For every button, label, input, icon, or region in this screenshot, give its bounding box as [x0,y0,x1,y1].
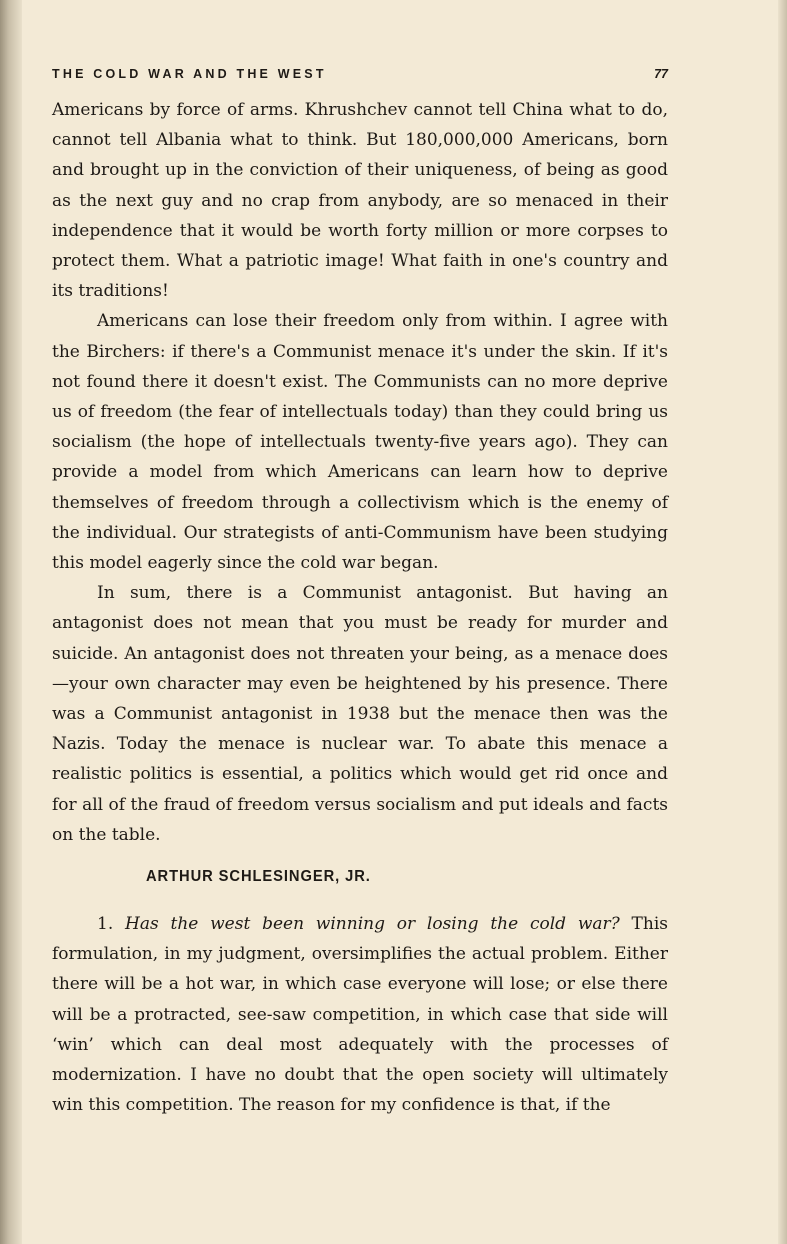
paragraph: Americans can lose their freedom only from within. I agree with the Birchers: if there's a Communist menace it's under the skin. If it's not found there it doesn't exist. The Communists can no more deprive us of freedom (the fear of intellectuals today) than they could bring us socialism (the hope of intellectuals twenty-five years ago). They can provide a model from which Americans can learn how to deprive themselves of freedom through a collectivism which is the enemy of the individual. Our strategists of anti-Communism have been studying this model eagerly since the cold war began. [52,311,668,574]
running-title: THE COLD WAR AND THE WEST [52,67,327,81]
page-header [52,63,668,85]
schlesinger-response [52,909,668,1120]
paragraph [52,909,668,1120]
question-text: Has the west been winning or losing the cold war? [125,914,620,934]
paragraph: In sum, there is a Communist antagonist. But having an antagonist does not mean that you must be ready for murder and suicide. An antagonist does not threaten your being, as a menace does—your own character may even be heightened by his presence. There was a Communist antagonist in 1938 but the menace then was the Nazis. Today the menace is nuclear war. To abate this menace a realistic politics is essential, a politics which would get rid once and for all of the fraud of freedom versus socialism and put ideals and facts on the table. [52,583,668,845]
answer-text: This formulation, in my judgment, oversimplifies the actual problem. Either there will be a hot war, in which case everyone will lose; or else there will be a protracted, see-saw competition, in which case that side will ‘win’ which can deal most adequately with the processes of modernization. I have no doubt that the open society will ultimately win this competition. The reason for my confidence is that, if the [52,914,669,1116]
book-gutter [0,0,22,1244]
question-number: 1. [97,914,126,934]
paragraph: Americans by force of arms. Khrushchev cannot tell China what to do, cannot tell Albania what to think. But 180,000,000 Americans, born and brought up in the conviction of their uniqueness, of being as good as the next guy and no crap from anybody, are so menaced in their independence that it would be worth forty million or more corpses to protect them. What a patriotic image! What faith in one's country and its traditions! [52,100,668,302]
page-edge [778,0,787,1244]
page-number: 77 [654,67,668,81]
author-heading: ARTHUR SCHLESINGER, JR. [146,868,371,885]
essay-continuation [52,95,668,850]
